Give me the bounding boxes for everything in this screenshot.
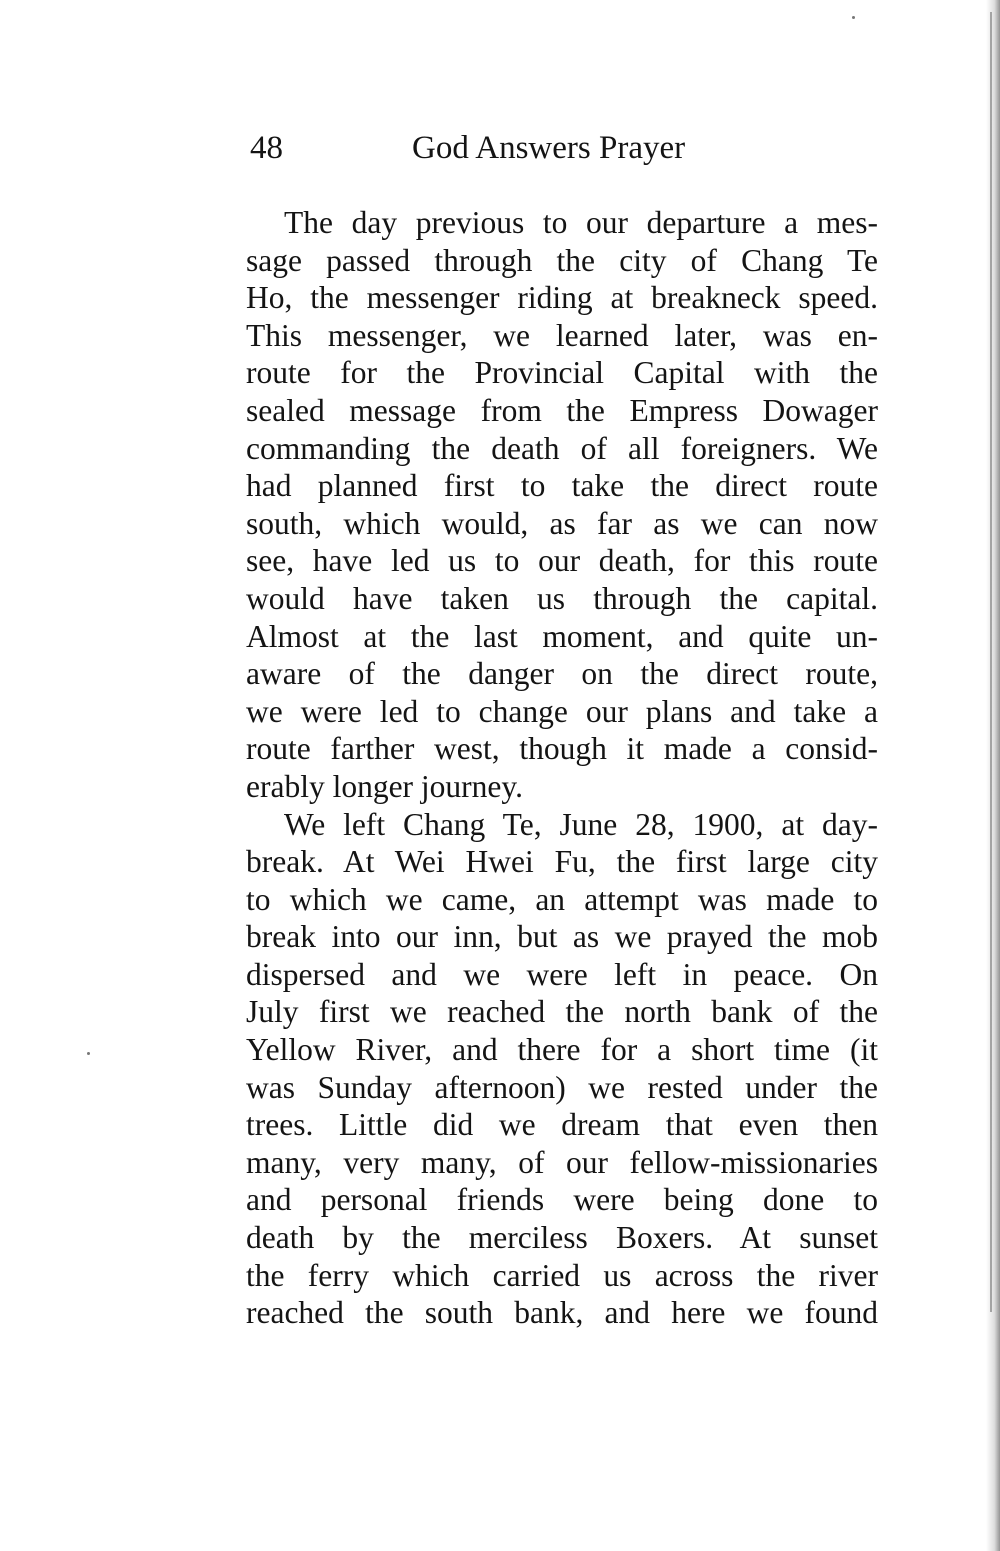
text-line: death by the merciless Boxers. At sunset	[246, 1220, 878, 1256]
book-title: God Answers Prayer	[412, 130, 686, 166]
text-line: route farther west, though it made a consid-	[246, 731, 878, 767]
paragraph-2	[246, 806, 878, 1332]
text-line: see, have led us to our death, for this route	[246, 543, 878, 579]
text-line: would have taken us through the capital.	[246, 580, 878, 616]
text-line: many, very many, of our fellow-missionaries	[246, 1144, 878, 1180]
text-line: break. At Wei Hwei Fu, the first large city	[246, 844, 878, 880]
text-line: we were led to change our plans and take a	[246, 693, 878, 729]
text-line: Ho, the messenger riding at breakneck speed.	[246, 280, 878, 316]
text-line: dispersed and we were left in peace. On	[246, 956, 878, 992]
text-line: to which we came, an attempt was made to	[246, 881, 878, 917]
text-line: We left Chang Te, June 28, 1900, at day-	[284, 806, 878, 842]
paragraph-1	[246, 204, 878, 806]
text-line: erably longer journey.	[246, 768, 523, 804]
text-line: Yellow River, and there for a short time (it	[246, 1032, 878, 1068]
text-line: sealed message from the Empress Dowager	[246, 392, 878, 428]
text-line: The day previous to our departure a mes-	[284, 205, 878, 240]
text-line: the ferry which carried us across the river	[246, 1257, 878, 1293]
text-line: and personal friends were being done to	[246, 1182, 878, 1218]
text-line: south, which would, as far as we can now	[246, 505, 878, 541]
running-header	[250, 126, 890, 170]
text-line: commanding the death of all foreigners. We	[246, 430, 878, 466]
text-line: had planned first to take the direct route	[246, 468, 878, 504]
text-line: This messenger, we learned later, was en-	[246, 317, 878, 353]
text-line: route for the Provincial Capital with the	[246, 355, 878, 391]
scan-speck	[852, 16, 855, 19]
text-line: July first we reached the north bank of the	[246, 994, 878, 1030]
text-line: sage passed through the city of Chang Te	[246, 242, 878, 278]
scan-speck	[87, 1052, 90, 1055]
text-line: reached the south bank, and here we found	[246, 1295, 878, 1331]
body-text	[246, 204, 878, 1332]
scan-edge-line	[990, 12, 992, 1312]
text-line: break into our inn, but as we prayed the mob	[246, 919, 878, 955]
page-edge-shadow	[986, 0, 1000, 1551]
text-line: Almost at the last moment, and quite un-	[246, 618, 878, 654]
page-number: 48	[250, 130, 283, 166]
text-line: was Sunday afternoon) we rested under the	[246, 1069, 878, 1105]
text-line: aware of the danger on the direct route,	[246, 656, 878, 692]
text-line: trees. Little did we dream that even then	[246, 1107, 878, 1143]
